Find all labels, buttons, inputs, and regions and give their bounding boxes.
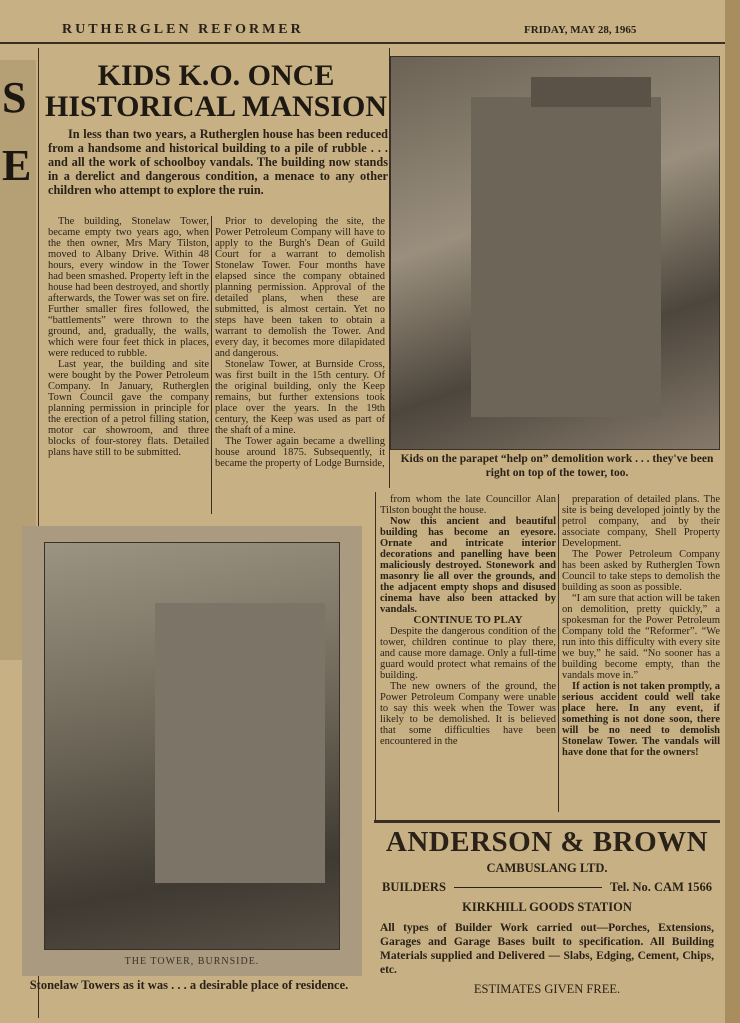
intro-paragraph: In less than two years, a Rutherglen house has been reduced from a handsome and historical building to a pile of rubble . . . and all the work of schoolboy vandals. The building now stands in a derelict and dangerous condition, a menace to any other children who attempt to explore the ruin. <box>48 127 388 197</box>
page-edge <box>725 0 740 1023</box>
historic-tower-photo <box>44 542 340 950</box>
edge-letter: E <box>2 141 32 190</box>
article-column-3 <box>380 494 556 818</box>
battlements <box>531 77 651 107</box>
ad-business-type: BUILDERS <box>382 880 446 894</box>
tower-shape <box>471 97 661 417</box>
paragraph: Last year, the building and site were bought by the Power Petroleum Company. In January, Rutherglen Town Council gave the company planning permission in principle for the erection of a petrol filling station, motor car showroom, and three blocks of four-storey flats. Detailed plans have still to be submitted. <box>48 359 209 458</box>
paragraph: Now this ancient and beautiful building has become an eyesore. Ornate and intricate interior decorations and panelling have been maliciously destroyed. Stonework and masonry lie all over the grounds, and the adjacent empty shops and disused cinema have also been attacked by vandals. <box>380 516 556 615</box>
photo-caption: Kids on the parapet “help on” demolition work . . . they've been right on top of the tower, too. <box>400 453 714 479</box>
paragraph: Prior to developing the site, the Power Petroleum Company will have to apply to the Burgh's Dean of Guild Court for a warrant to demolish Stonelaw Tower. Four months have elapsed since the company obtained planning permission. Approval of the detailed plans, when these are submitted, is almost certain. Yet no steps have been taken to obtain a warrant to demolish the Tower. And every day, it becomes more dilapidated and dangerous. <box>215 216 385 359</box>
tower-shape <box>155 603 325 883</box>
ad-phone: Tel. No. CAM 1566 <box>610 880 712 894</box>
paragraph: The Tower again became a dwelling house around 1875. Subsequently, it became the property of Lodge Burnside, <box>215 436 385 469</box>
ad-footer: ESTIMATES GIVEN FREE. <box>473 982 621 996</box>
ad-rule <box>374 820 720 823</box>
column-rule <box>211 216 212 514</box>
ruined-tower-photo <box>390 56 720 450</box>
headline-line: KIDS K.O. ONCE <box>97 59 335 92</box>
ad-location: CAMBUSLANG LTD. <box>486 861 608 875</box>
masthead: RUTHERGLEN REFORMER <box>62 22 304 37</box>
paragraph: Stonelaw Tower, at Burnside Cross, was first built in the 15th century. Of the original building, only the Keep remains, but further extensions took place over the years. In the 19th century, the Keep was used as part of the shaft of a mine. <box>215 359 385 436</box>
headline-line: HISTORICAL MANSION <box>44 90 388 123</box>
historic-tower-photo-frame <box>22 526 362 976</box>
article-column-2 <box>215 216 385 522</box>
subheading: CONTINUE TO PLAY <box>413 614 523 626</box>
article-column-1 <box>48 216 209 522</box>
paragraph: Despite the dangerous condition of the tower, children continue to play there, and cause more damage. Only a full-time guard would protect what remains of the building. <box>380 626 556 681</box>
ad-company-name: ANDERSON & BROWN <box>385 826 709 858</box>
photo-caption: Stonelaw Towers as it was . . . a desirable place of residence. <box>29 978 349 992</box>
paragraph: The building, Stonelaw Tower, became empty two years ago, when the then owner, Mrs Mary Tilston, moved to Albany Drive. Within 48 hours, every window in the Tower had been smashed. Property left in the house had been destroyed, and shortly afterwards, the Tower was set on fire. Further smaller fires followed, the “battlements” were thrown to the ground, and, gradually, the walls, which were four feet thick in places, were reduced to rubble. <box>48 216 209 359</box>
ad-divider <box>454 887 602 888</box>
paragraph: “I am sure that action will be taken on demolition, pretty quickly,” a spokesman for the Power Petroleum Company told the “Reformer”. “We run into this difficulty with every site we buy,” he said. “No sooner has a building become empty, than the vandals move in.” <box>562 593 720 681</box>
paragraph: The Power Petroleum Company has been asked by Rutherglen Town Council to take steps to demolish the building as soon as possible. <box>562 549 720 593</box>
header-rule <box>0 42 725 44</box>
edge-letter: S <box>2 73 27 122</box>
advertisement <box>374 826 720 1021</box>
column-rule <box>558 494 559 812</box>
paragraph: from whom the late Councillor Alan Tilston bought the house. <box>380 494 556 516</box>
article-column-4 <box>562 494 720 818</box>
paragraph: The new owners of the ground, the Power Petroleum Company were unable to say this week when the Tower was likely to be demolished. It is believed that some difficulties have been encountered in the <box>380 681 556 747</box>
column-rule <box>375 492 376 820</box>
ad-body: All types of Builder Work carried out—Porches, Extensions, Garages and Garage Bases built to specification. All Building Materials supplied and Delivered — Slabs, Edging, Cement, Chips, etc. <box>380 922 714 976</box>
photo-label: THE TOWER, BURNSIDE. <box>124 956 260 967</box>
issue-date: FRIDAY, MAY 28, 1965 <box>524 24 637 36</box>
headline <box>42 60 390 122</box>
paragraph: preparation of detailed plans. The site is being developed jointly by the petrol company, and by their associate company, Shell Property Development. <box>562 494 720 549</box>
paragraph: If action is not taken promptly, a serious accident could well take place here. In any event, if something is not done soon, there will be no need to demolish Stonelaw Tower. The vandals will have done that for the owners! <box>562 681 720 758</box>
ad-station: KIRKHILL GOODS STATION <box>462 900 632 914</box>
